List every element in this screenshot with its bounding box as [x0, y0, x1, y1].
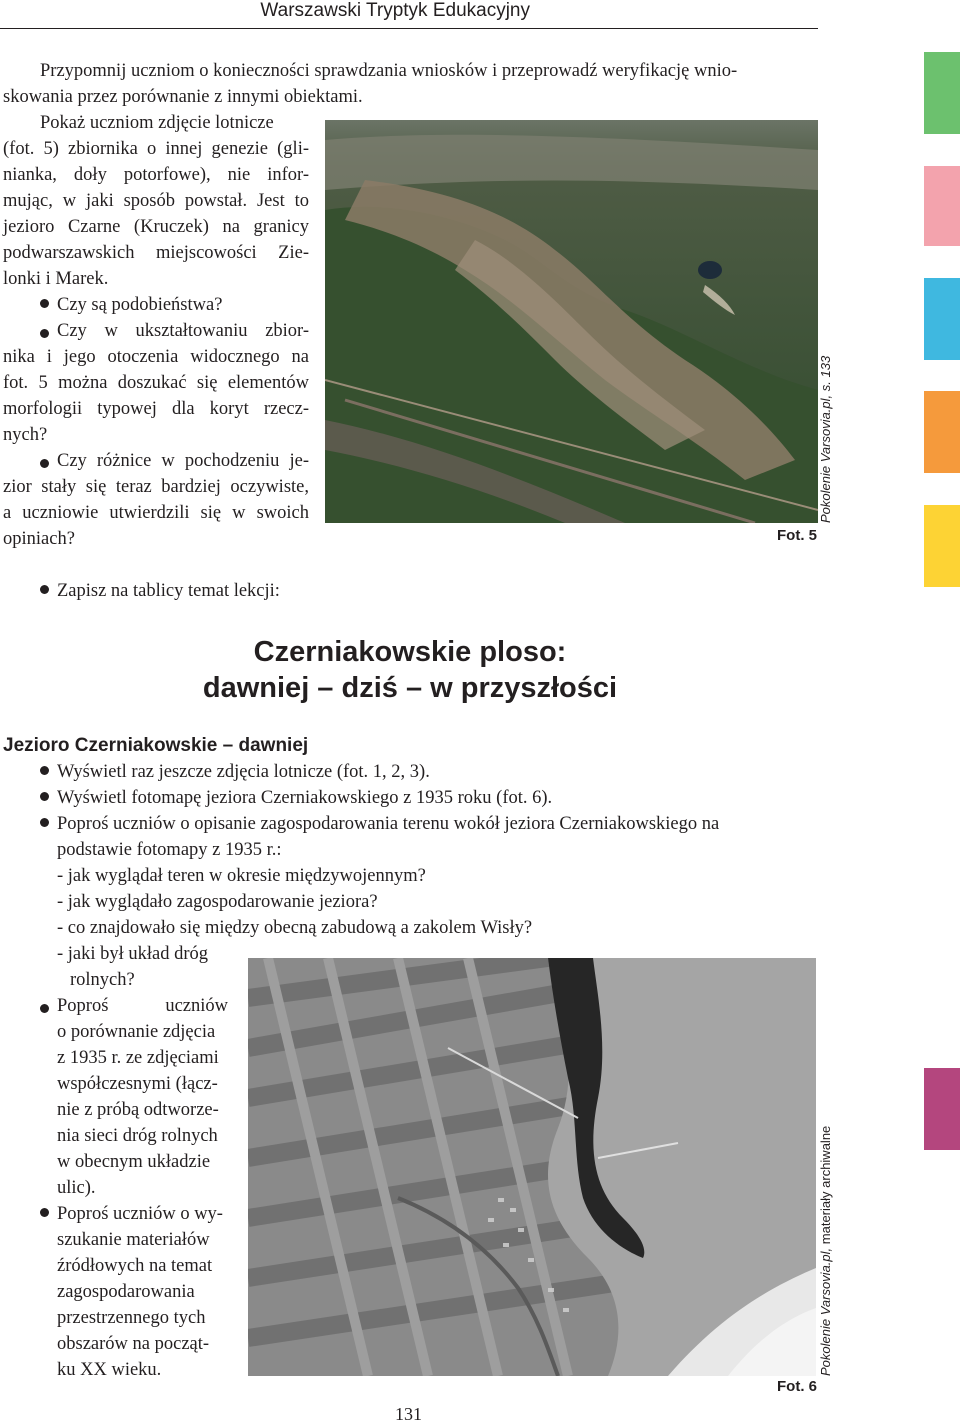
question-4-cont: rolnych? [70, 970, 135, 990]
narrow-line-15: ku XX wieku. [57, 1360, 162, 1380]
p5-line-13: nych? [3, 425, 48, 445]
photo5-credit: Pokolenie Varsovia.pl, s. 133 [818, 355, 833, 523]
bullet-icon [40, 766, 49, 775]
p5-line-12: morfologii typowej dla koryt rzecz- [3, 399, 309, 419]
aerial-photo-lake-czarne [325, 120, 818, 523]
p5-line-16: a uczniowie utwierdzili się w swoich [3, 503, 309, 523]
narrow-line-8: ulic). [57, 1178, 96, 1198]
photo5-label: Fot. 5 [777, 527, 817, 544]
p5-line-3: nianka, doły potorfowe), nie infor- [3, 165, 309, 185]
section-item-2: Wyświetl fotomapę jeziora Czerniakowskiego z 1935 roku (fot. 6). [40, 788, 552, 809]
narrow-bullet-2: Poproś uczniów o wy- [40, 1204, 223, 1225]
question-1: - jak wyglądał teren w okresie międzywojennym? [57, 866, 426, 886]
narrow-line-2: o porównanie zdjęcia [57, 1022, 216, 1042]
p5-line-7: lonki i Marek. [3, 269, 109, 289]
bullet-icon [40, 299, 49, 308]
narrow-line-5: nie z próbą odtworze- [57, 1100, 219, 1120]
p5-line-15: zior stały się teraz bardziej oczywiste, [3, 477, 309, 497]
p5-bullet-3: Czy różnice w pochodzeniu je- [40, 451, 309, 472]
section-item-3: Poproś uczniów o opisanie zagospodarowania terenu wokół jeziora Czerniakowskiego na [40, 814, 719, 835]
page-number: 131 [395, 1404, 422, 1424]
p5-line-10: nika i jego otoczenia widocznego na [3, 347, 309, 367]
narrow-line-6: nia sieci dróg rolnych [57, 1126, 218, 1146]
p5-line-4: mując, w jaki sposób powstał. Jest to [3, 191, 309, 211]
lesson-title-line-1: Czerniakowskie ploso: [253, 636, 567, 668]
bullet-icon [40, 329, 49, 338]
bullet-icon [40, 1208, 49, 1217]
question-2: - jak wyglądało zagospodarowanie jeziora? [57, 892, 378, 912]
photo6-credit: Pokolenie Varsovia.pl, materiały archiwalne [818, 1125, 833, 1376]
bullet-icon [40, 459, 49, 468]
narrow-line-14: obszarów na począt- [57, 1334, 210, 1354]
running-header: Warszawski Tryptyk Edukacyjny [260, 0, 530, 21]
question-3: - co znajdowało się między obecną zabudową a zakolem Wisły? [57, 918, 533, 938]
p5-line-17: opiniach? [3, 529, 75, 549]
narrow-line-3: z 1935 r. ze zdjęciami [57, 1048, 219, 1068]
section-tab-blue [924, 278, 960, 360]
section-tab-yellow [924, 505, 960, 587]
bullet-icon [40, 792, 49, 801]
narrow-line-12: zagospodarowania [57, 1282, 195, 1302]
board-instruction: Zapisz na tablicy temat lekcji: [40, 581, 280, 602]
photo6-label: Fot. 6 [777, 1378, 817, 1395]
narrow-bullet-1: Poproś uczniów [40, 996, 228, 1017]
p5-bullet-1: Czy są podobieństwa? [40, 295, 222, 316]
narrow-line-11: źródłowych na temat [57, 1256, 213, 1276]
section-tab-pink [924, 166, 960, 246]
p5-line-1: Pokaż uczniom zdjęcie lotnicze [40, 113, 274, 133]
bullet-icon [40, 818, 49, 827]
p5-line-6: podwarszawskich miejscowości Zie- [3, 243, 309, 263]
section-item-3-cont: podstawie fotomapy z 1935 r.: [57, 840, 282, 860]
section-tab-magenta [924, 1068, 960, 1150]
p5-line-5: jezioro Czarne (Kruczek) na granicy [3, 217, 309, 237]
bullet-icon [40, 585, 49, 594]
narrow-line-7: w obecnym układzie [57, 1152, 211, 1172]
photomap-1935-lake-czerniakowskie [248, 958, 816, 1376]
narrow-line-4: współczesnymi (łącz- [57, 1074, 218, 1094]
bullet-icon [40, 1004, 49, 1013]
p5-line-2: (fot. 5) zbiornika o innej genezie (gli- [3, 139, 309, 159]
section-tab-green [924, 52, 960, 134]
narrow-line-13: przestrzennego tych [57, 1308, 206, 1328]
aerial-photo-graphic [325, 120, 818, 523]
p5-line-11: fot. 5 można doszukać się elementów [3, 373, 309, 393]
question-4: - jaki był układ dróg [57, 944, 209, 964]
narrow-line-10: szukanie materiałów [57, 1230, 210, 1250]
photomap-graphic [248, 958, 816, 1376]
section-heading: Jezioro Czerniakowskie – dawniej [3, 735, 309, 756]
header-rule [0, 28, 818, 29]
section-item-1: Wyświetl raz jeszcze zdjęcia lotnicze (fot. 1, 2, 3). [40, 762, 430, 783]
p5-bullet-2: Czy w ukształtowaniu zbior- [40, 321, 309, 342]
lesson-title-line-2: dawniej – dziś – w przyszłości [202, 672, 618, 704]
section-tab-orange [924, 391, 960, 473]
intro-line-2: skowania przez porównanie z innymi obiektami. [3, 87, 363, 107]
intro-line-1: Przypomnij uczniom o konieczności sprawdzania wniosków i przeprowadź weryfikację wnio- [40, 61, 738, 81]
